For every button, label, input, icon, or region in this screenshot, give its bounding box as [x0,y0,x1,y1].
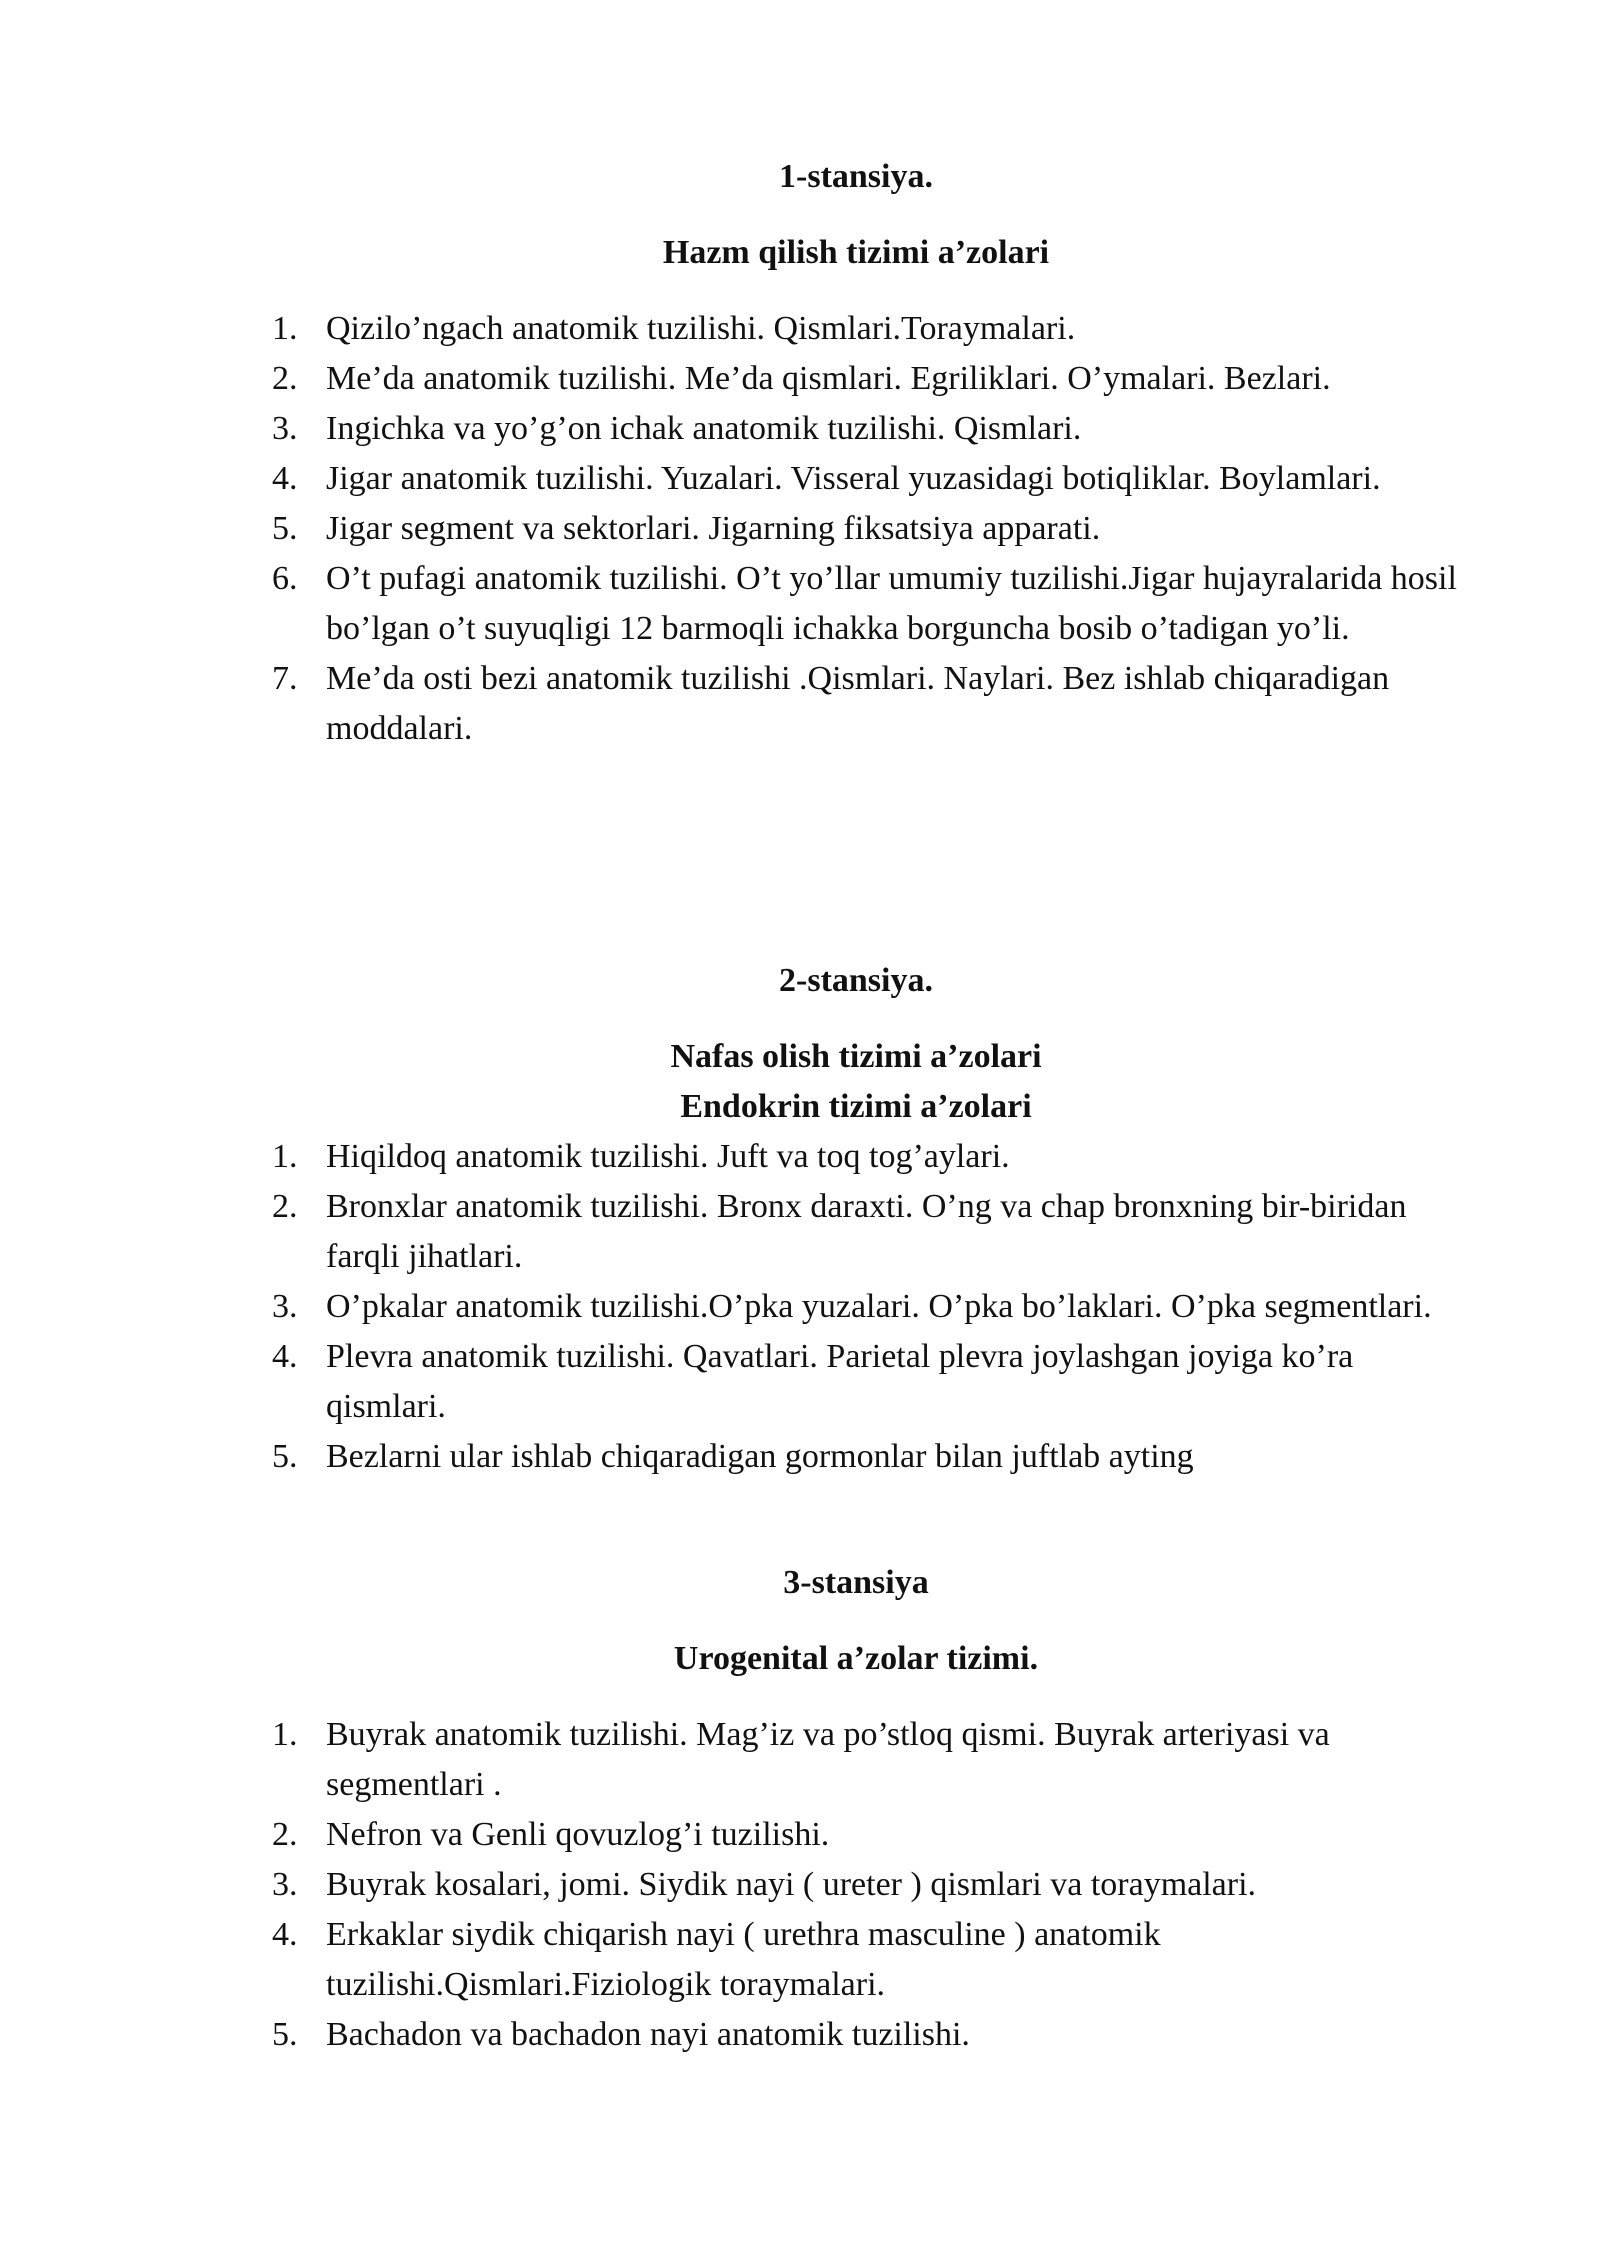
station-3-heading: 3-stansiya [783,1564,929,1601]
list-item: 5. Jigar segment va sektorlari. Jigarning fiksatsiya apparati. [272,510,1101,547]
station-1-question-list [272,304,1472,754]
list-item: 7. Me’da osti bezi anatomik tuzilishi .Qismlari. Naylari. Bez ishlab chiqaradigan moddalari. [272,660,1390,747]
list-item: 3. Buyrak kosalari, jomi. Siydik nayi ( ureter ) qismlari va toraymalari. [272,1866,1257,1903]
station-2-subtitle: Endokrin tizimi a’zolari [680,1088,1032,1125]
list-item: 5. Bachadon va bachadon nayi anatomik tuzilishi. [272,2016,970,2053]
list-item: 1. Buyrak anatomik tuzilishi. Mag’iz va po’stloq qismi. Buyrak arteriyasi va segmentlari . [272,1716,1330,1803]
list-item: 1. Hiqildoq anatomik tuzilishi. Juft va toq tog’aylari. [272,1138,1010,1175]
station-1-title: Hazm qilish tizimi a’zolari [662,234,1050,271]
list-item: 2. Bronxlar anatomik tuzilishi. Bronx daraxti. O’ng va chap bronxning bir-biridan farqli jihatlari. [272,1188,1407,1275]
list-item: 3. Ingichka va yo’g’on ichak anatomik tuzilishi. Qismlari. [272,410,1082,447]
list-item: 5. Bezlarni ular ishlab chiqaradigan gormonlar bilan juftlab ayting [272,1438,1194,1475]
station-2-heading: 2-stansiya. [779,962,933,999]
station-2-title: Nafas olish tizimi a’zolari [670,1038,1042,1075]
station-1-heading: 1-stansiya. [779,158,933,195]
list-item: 2. Me’da anatomik tuzilishi. Me’da qismlari. Egriliklari. O’ymalari. Bezlari. [272,360,1331,397]
station-2-question-list [272,1132,1472,1482]
list-item: 2. Nefron va Genli qovuzlog’i tuzilishi. [272,1816,830,1853]
list-item: 4. Jigar anatomik tuzilishi. Yuzalari. Visseral yuzasidagi botiqliklar. Boylamlari. [272,460,1381,497]
station-3-question-list [272,1710,1472,2060]
list-item: 1. Qizilo’ngach anatomik tuzilishi. Qismlari.Toraymalari. [272,310,1076,347]
station-3-title: Urogenital a’zolar tizimi. [673,1640,1039,1677]
list-item: 6. O’t pufagi anatomik tuzilishi. O’t yo’llar umumiy tuzilishi.Jigar hujayralarida hosil bo’lgan o’t suyuqligi 12 barmoqli ichakka borguncha bosib o’tadigan yo’li. [272,560,1457,647]
list-item: 3. O’pkalar anatomik tuzilishi.O’pka yuzalari. O’pka bo’laklari. O’pka segmentlari. [272,1288,1432,1325]
list-item: 4. Plevra anatomik tuzilishi. Qavatlari. Parietal plevra joylashgan joyiga ko’ra qismlari. [272,1338,1354,1425]
list-item: 4. Erkaklar siydik chiqarish nayi ( urethra masculine ) anatomik tuzilishi.Qismlari.Fiziologik toraymalari. [272,1916,1161,2003]
